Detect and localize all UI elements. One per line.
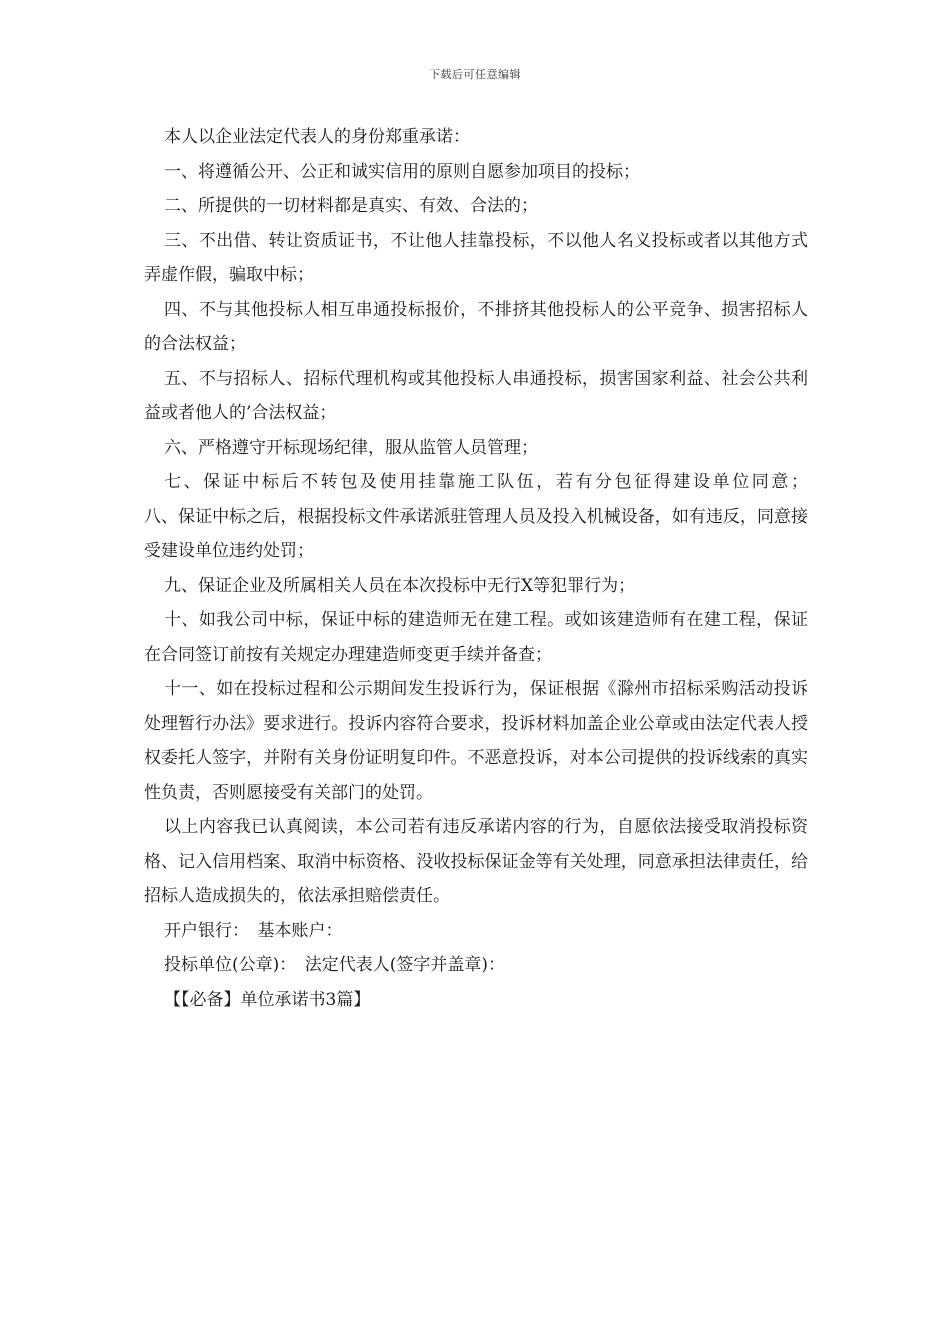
document-title-note: 【【必备】单位承诺书3篇】	[164, 989, 371, 1010]
bank-account-line: 开户银行： 基本账户：	[164, 920, 343, 941]
page-header: 下载后可任意编辑	[429, 68, 521, 81]
commitment-item-10: 十、如我公司中标，保证中标的建造师无在建工程。或如该建造师有在建工程，保证在合同签订前按有关规定办理建造师变更手续并备查；	[144, 610, 808, 665]
intro-paragraph: 本人以企业法定代表人的身份郑重承诺：	[164, 127, 470, 147]
document-body	[144, 120, 808, 1017]
signature-line: 投标单位(公章)： 法定代表人(签字并盖章)：	[164, 955, 506, 975]
commitment-item-5: 五、不与招标人、招标代理机构或其他投标人串通投标，损害国家利益、社会公共利益或者他人的’合法权益；	[144, 368, 808, 423]
commitment-item-11: 十一、如在投标过程和公示期间发生投诉行为，保证根据《滁州市招标采购活动投诉处理暂行办法》要求进行。投诉内容符合要求，投诉材料加盖企业公章或由法定代表人授权委托人签字，并附有关身份证明复印件。不恶意投诉，对本公司提供的投诉线索的真实性负责，否则愿接受有关部门的处罚。	[144, 679, 808, 803]
commitment-item-1: 一、将遵循公开、公正和诚实信用的原则自愿参加项目的投标；	[164, 161, 640, 182]
commitment-item-4: 四、不与其他投标人相互串通投标报价，不排挤其他投标人的公平竞争、损害招标人的合法权益；	[144, 299, 808, 354]
commitment-item-6: 六、严格遵守开标现场纪律，服从监管人员管理；	[164, 437, 538, 458]
commitment-item-8: 八、保证中标之后，根据投标文件承诺派驻管理人员及投入机械设备，如有违反，同意接受建设单位违约处罚；	[144, 506, 808, 561]
commitment-item-9: 九、保证企业及所属相关人员在本次投标中无行X等犯罪行为；	[164, 575, 636, 596]
commitment-item-7: 七、保证中标后不转包及使用挂靠施工队伍，若有分包征得建设单位同意；	[164, 472, 808, 492]
closing-statement: 以上内容我已认真阅读，本公司若有违反承诺内容的行为，自愿依法接受取消投标资格、记入信用档案、取消中标资格、没收投标保证金等有关处理，同意承担法律责任，给招标人造成损失的，依法承担赔偿责任。	[144, 817, 808, 906]
commitment-item-3: 三、不出借、转让资质证书，不让他人挂靠投标，不以他人名义投标或者以其他方式弄虚作假，骗取中标；	[144, 230, 808, 285]
commitment-item-2: 二、所提供的一切材料都是真实、有效、合法的；	[164, 196, 538, 216]
